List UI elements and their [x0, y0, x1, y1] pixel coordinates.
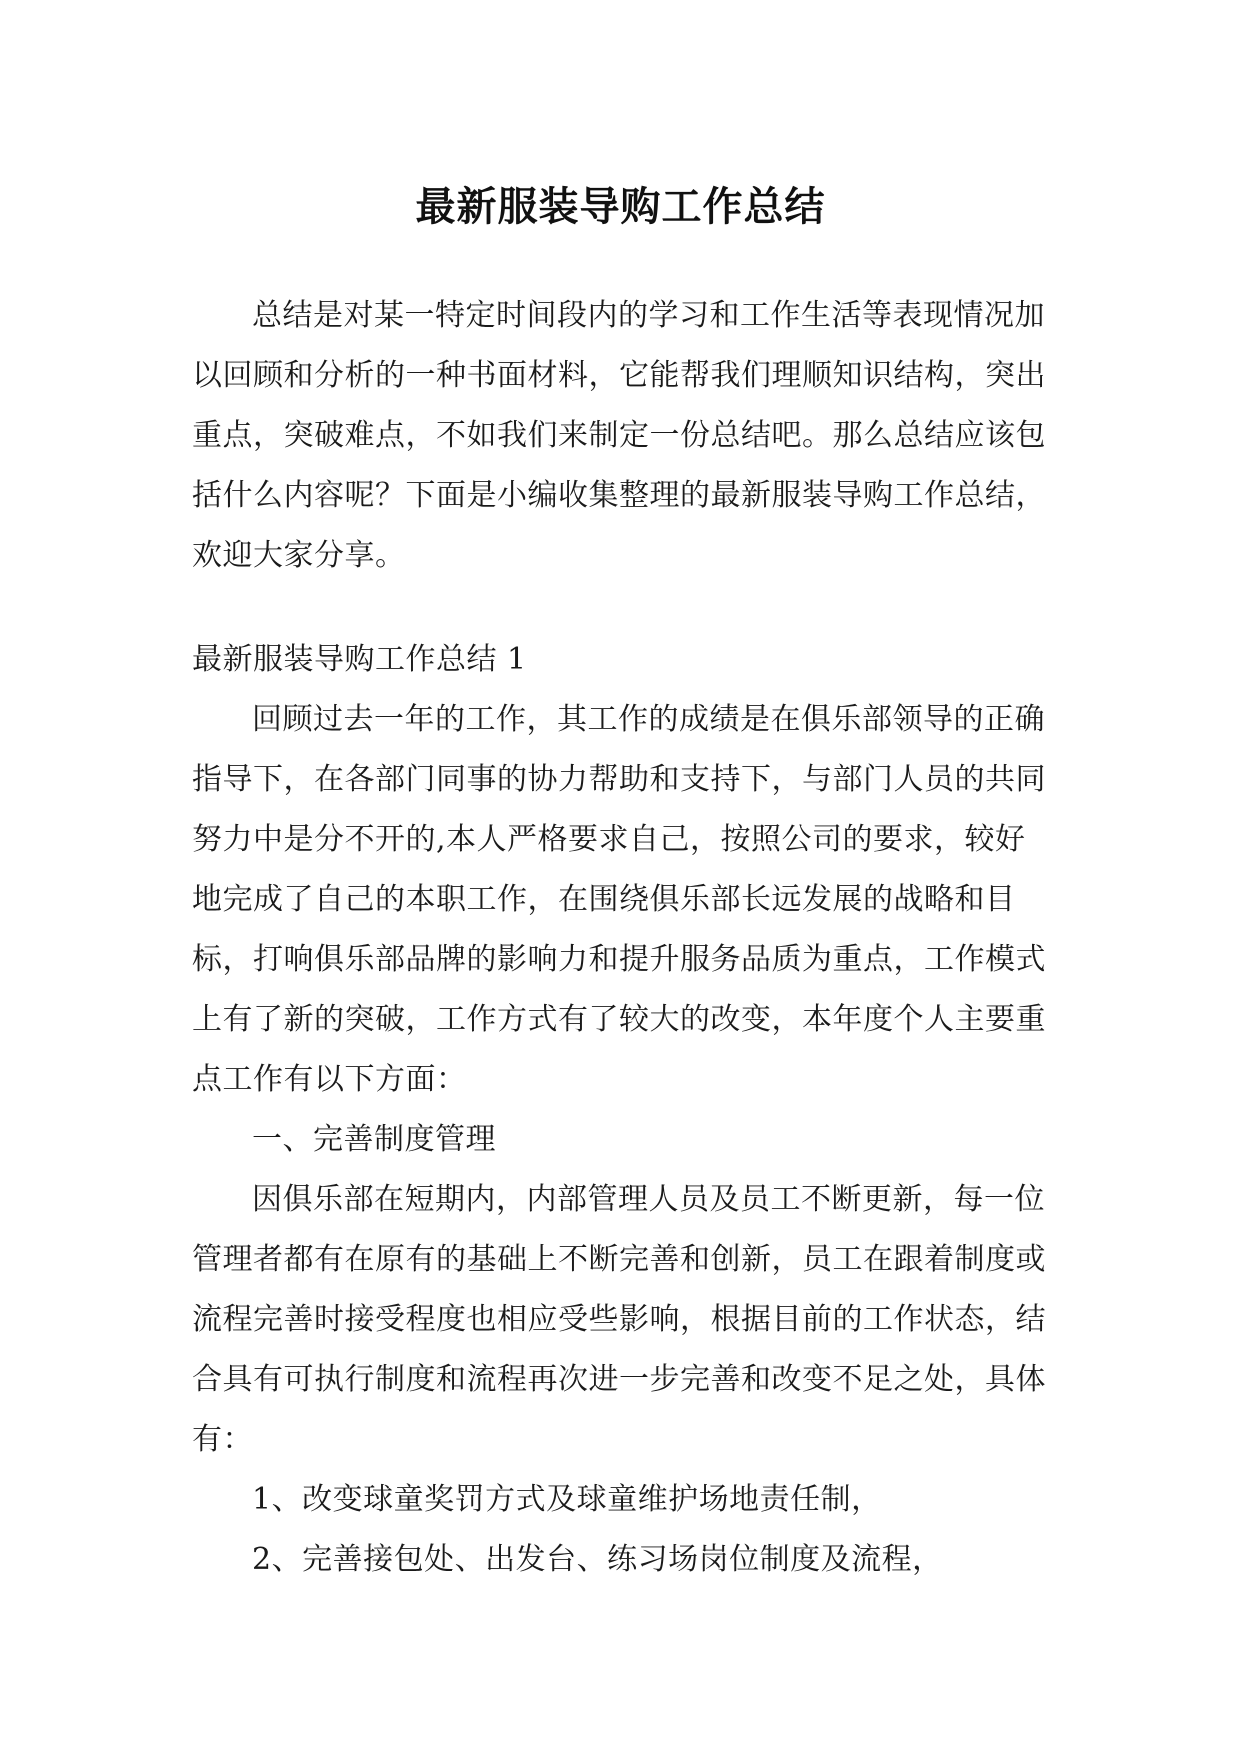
section-paragraph-1: 回顾过去一年的工作，其工作的成绩是在俱乐部领导的正确指导下，在各部门同事的协力帮助和支持下，与部门人员的共同努力中是分不开的,本人严格要求自己，按照公司的要求，较好地完成了自己的本职工作，在围绕俱乐部长远发展的战略和目标，打响俱乐部品牌的影响力和提升服务品质为重点，工作模式上有了新的突破，工作方式有了较大的改变，本年度个人主要重点工作有以下方面： [192, 702, 1046, 1097]
intro-paragraph: 总结是对某一特定时间段内的学习和工作生活等表现情况加以回顾和分析的一种书面材料，它能帮我们理顺知识结构，突出重点，突破难点，不如我们来制定一份总结吧。那么总结应该包括什么内容呢？下面是小编收集整理的最新服装导购工作总结，欢迎大家分享。 [192, 298, 1046, 573]
subsection-heading: 一、完善制度管理 [252, 1122, 496, 1157]
intro-section [192, 286, 1052, 586]
summary-section-1 [192, 630, 1052, 1590]
page-title: 最新服装导购工作总结 [415, 183, 826, 230]
list-item: 1、改变球童奖罚方式及球童维护场地责任制， [252, 1482, 882, 1517]
section-paragraph-2: 因俱乐部在短期内，内部管理人员及员工不断更新，每一位管理者都有在原有的基础上不断完善和创新，员工在跟着制度或流程完善时接受程度也相应受些影响，根据目前的工作状态，结合具有可执行制度和流程再次进一步完善和改变不足之处，具体有： [192, 1182, 1046, 1457]
section-heading: 最新服装导购工作总结 1 [192, 642, 527, 677]
list-item: 2、完善接包处、出发台、练习场岗位制度及流程， [252, 1542, 943, 1577]
